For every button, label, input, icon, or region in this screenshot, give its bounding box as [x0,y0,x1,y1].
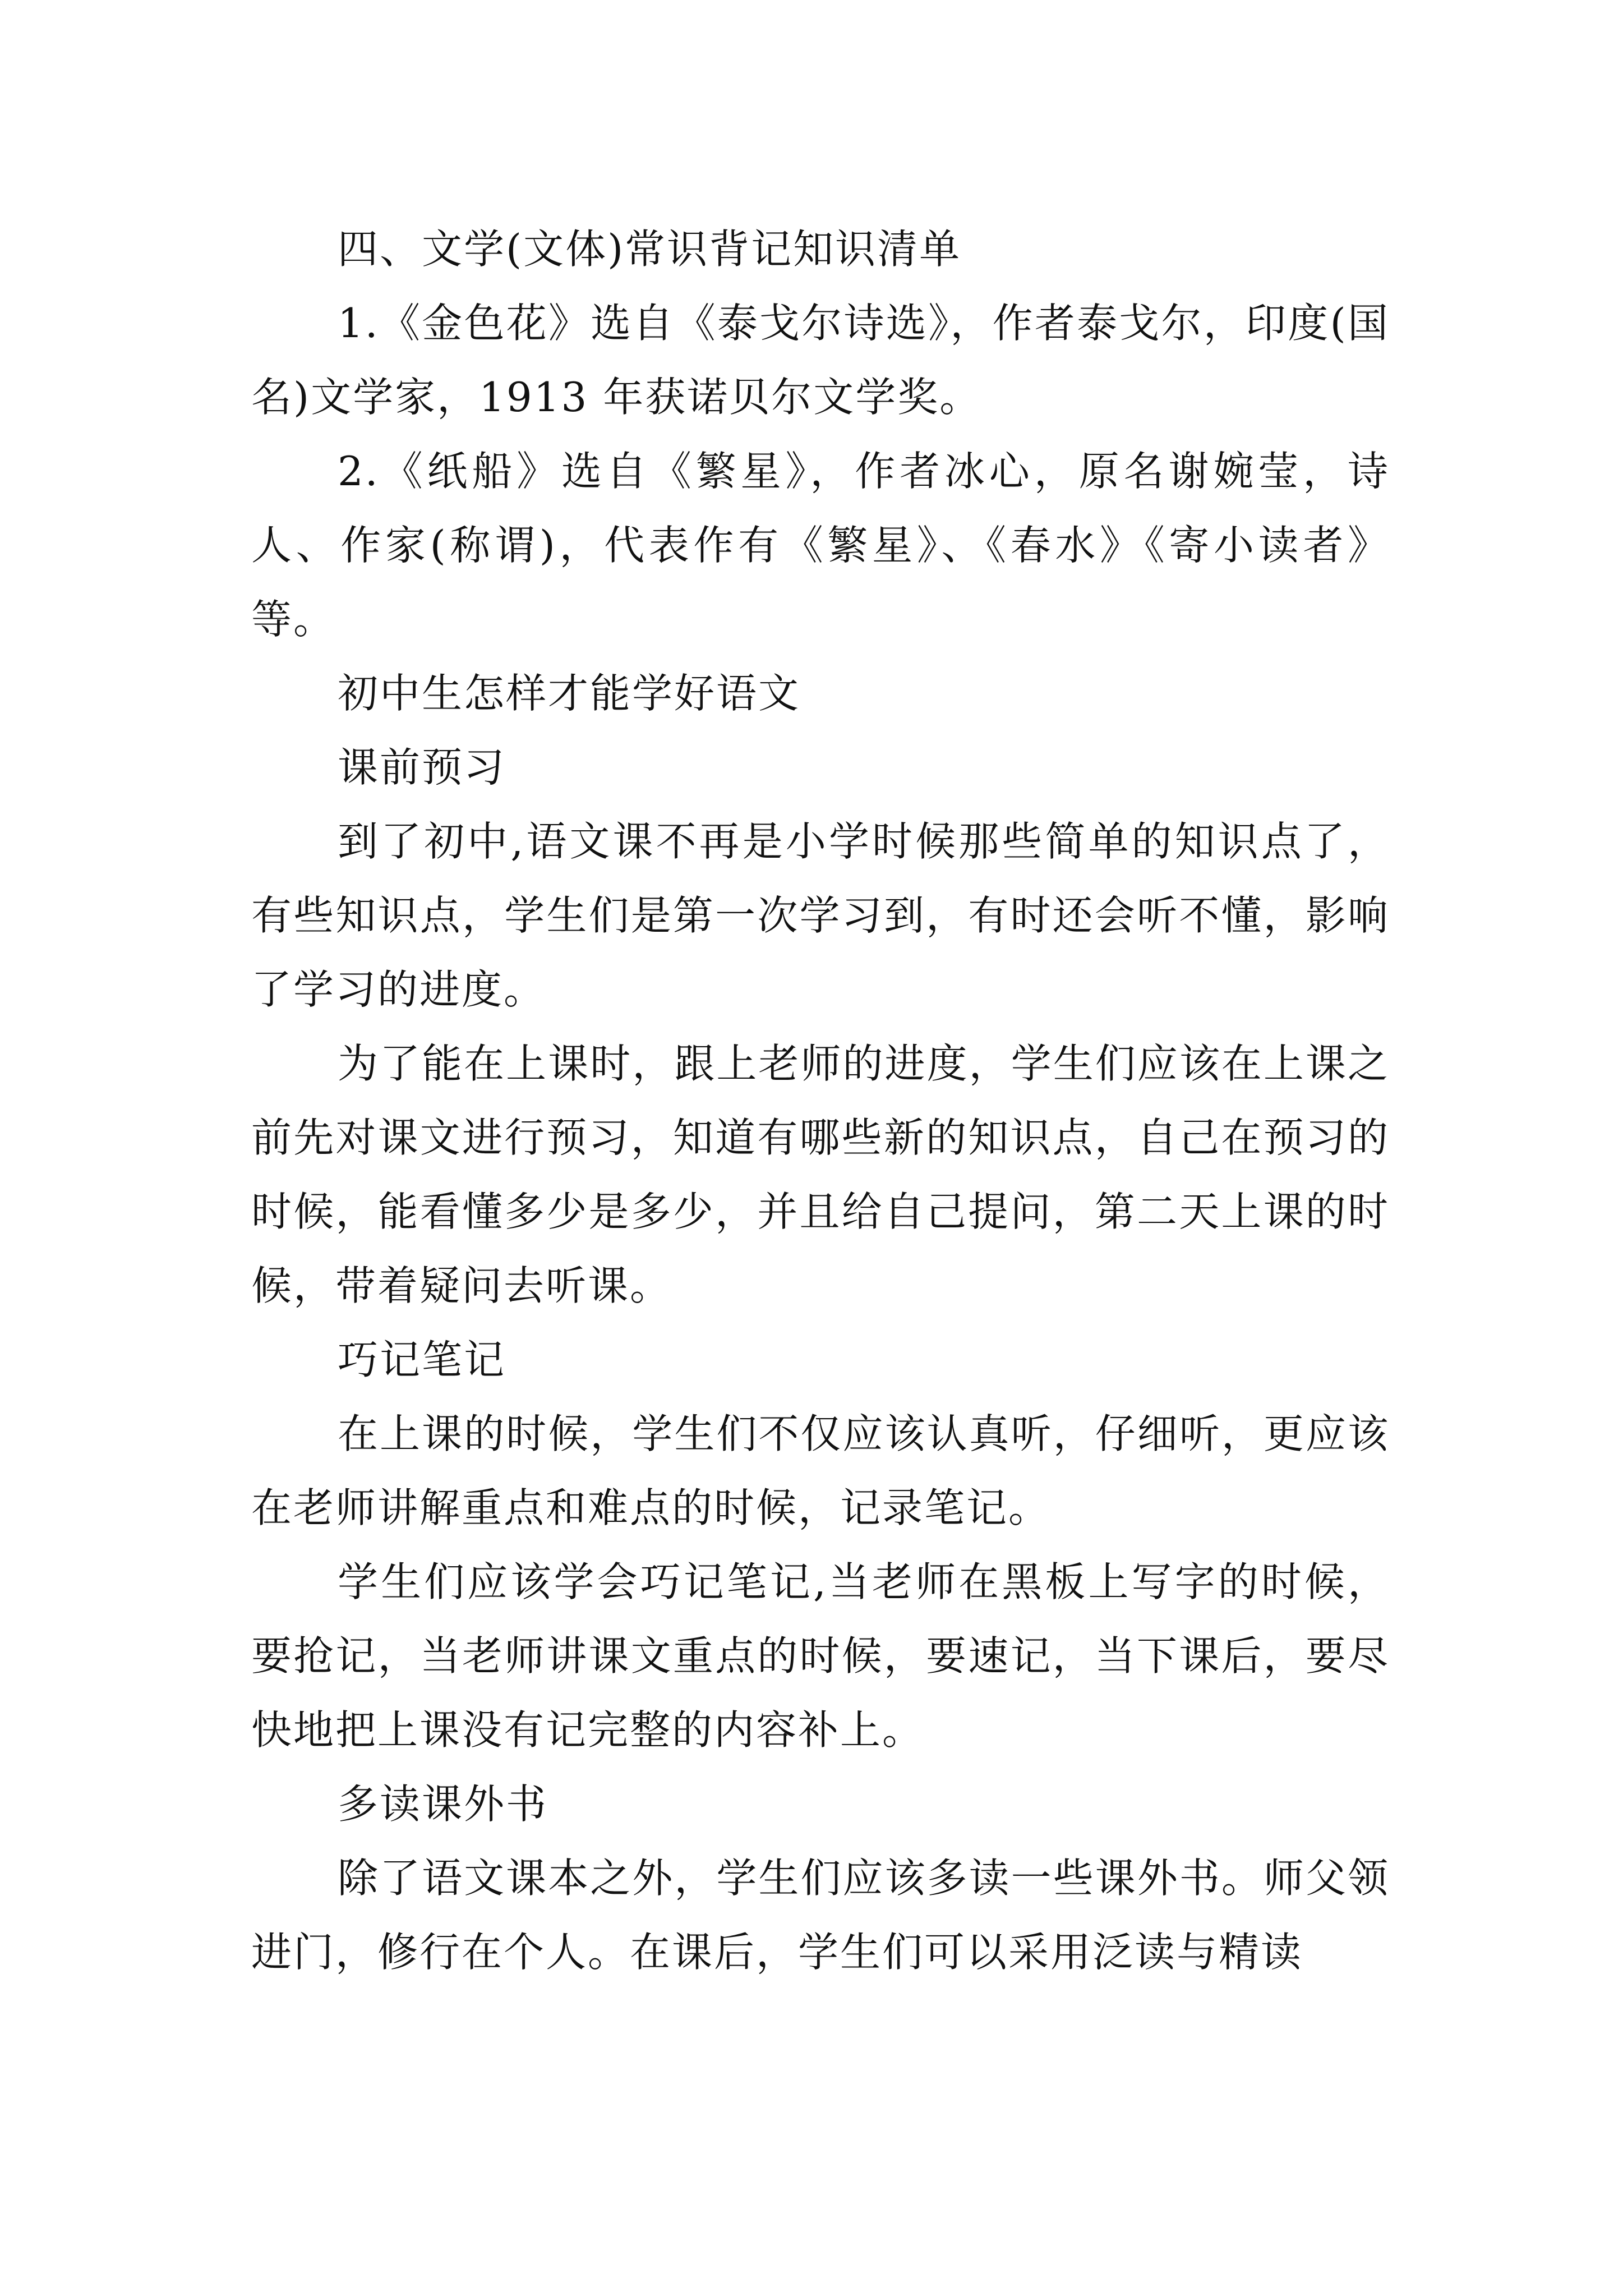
section-heading-preview: 课前预习 [338,744,506,791]
knowledge-item-paper-boat: 2.《纸船》选自《繁星》，作者冰心，原名谢婉莹，诗人、作家(称谓)，代表作有《繁星》、《春水》《寄小读者》等。 [251,448,1390,643]
paragraph-preview-1: 到了初中,语文课不再是小学时候那些简单的知识点了，有些知识点，学生们是第一次学习到，有时还会听不懂，影响了学习的进度。 [251,818,1390,1013]
paragraph-extra-reading-1: 除了语文课本之外，学生们应该多读一些课外书。师父领进门，修行在个人。在课后，学生们可以采用泛读与精读 [251,1855,1390,1976]
paragraph-notes-1: 在上课的时候，学生们不仅应该认真听，仔细听，更应该在老师讲解重点和难点的时候，记录笔记。 [251,1410,1390,1531]
section-title-literature-knowledge: 四、文学(文体)常识背记知识清单 [338,226,962,273]
section-heading-extra-reading: 多读课外书 [338,1780,548,1828]
knowledge-item-golden-flower: 1.《金色花》选自《泰戈尔诗选》，作者泰戈尔，印度(国名)文学家，1913 年获诺贝尔文学奖。 [251,300,1390,421]
document-content [251,212,1390,1989]
paragraph-preview-2: 为了能在上课时，跟上老师的进度，学生们应该在上课之前先对课文进行预习，知道有哪些新的知识点，自己在预习的时候，能看懂多少是多少，并且给自己提问，第二天上课的时候，带着疑问去听课。 [251,1040,1390,1309]
section-heading-notes: 巧记笔记 [338,1336,506,1383]
paragraph-notes-2: 学生们应该学会巧记笔记,当老师在黑板上写字的时候，要抢记，当老师讲课文重点的时候，要速记，当下课后，要尽快地把上课没有记完整的内容补上。 [251,1558,1390,1754]
article-title: 初中生怎样才能学好语文 [338,670,801,717]
